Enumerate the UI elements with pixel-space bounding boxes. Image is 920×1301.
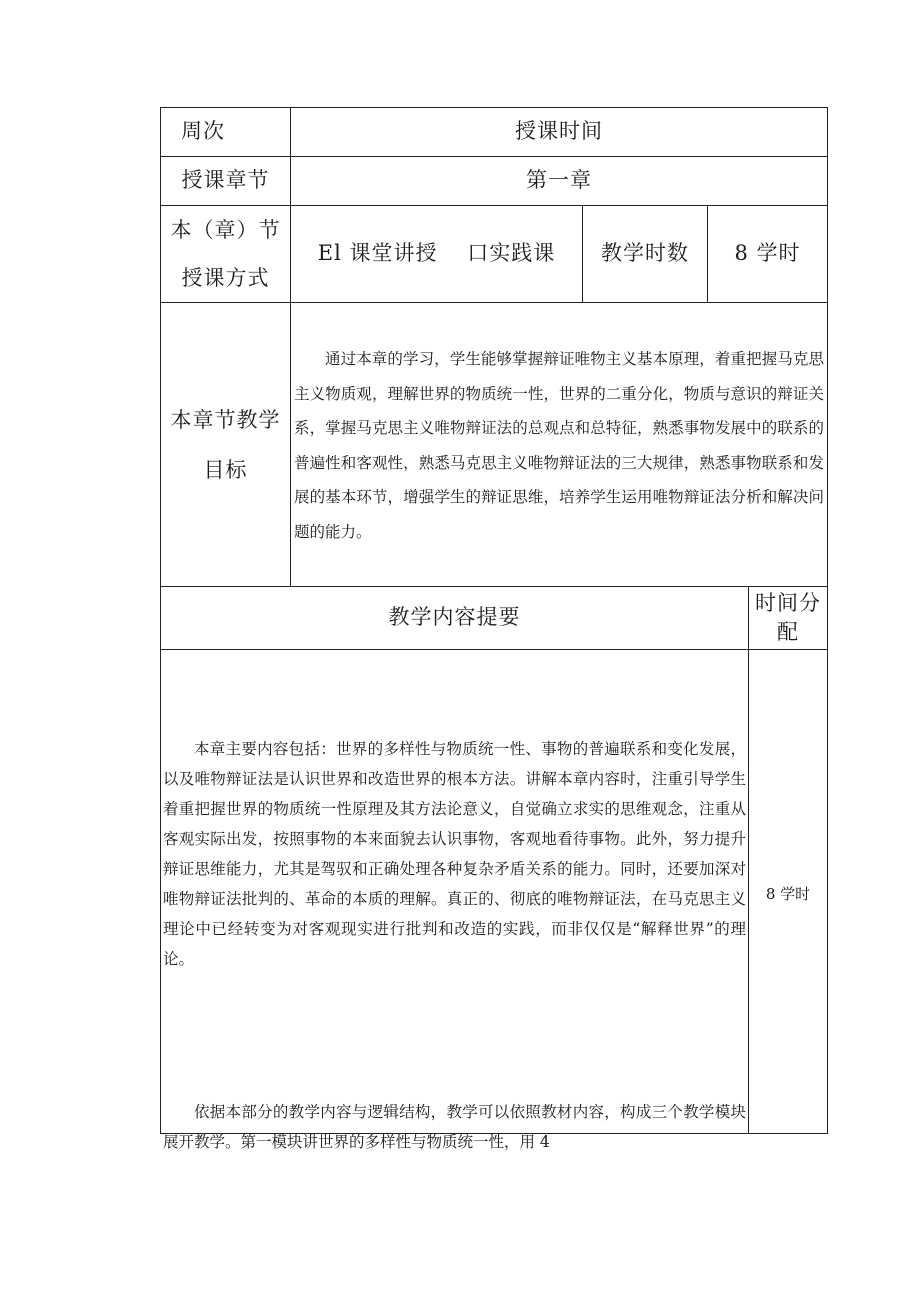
table-border [160, 649, 828, 650]
week-label [161, 108, 290, 156]
teaching-hours-label [583, 206, 707, 302]
content-summary-title: 教学内容提要 [388, 605, 521, 630]
teaching-method-label-line1: 本（章）节 [170, 218, 281, 242]
content-paragraph-2: 依据本部分的教学内容与逻辑结构，教学可以依照教材内容，构成三个教学模块展开教学。第一模块讲世界的多样性与物质统一性，用 4 [163, 1103, 746, 1151]
teaching-method-options [291, 206, 582, 302]
content-time-value-text: 8 学时 [765, 884, 811, 903]
chapter-label-text: 授课章节 [181, 168, 270, 193]
time-allocation-line2: 配 [777, 620, 799, 644]
teaching-time-text: 授课时间 [515, 119, 603, 144]
chapter-value [291, 157, 827, 205]
table-border [748, 586, 749, 1134]
teaching-time-header [291, 108, 827, 156]
objective-label-line2: 目标 [203, 457, 248, 482]
chapter-label [161, 157, 290, 205]
content-paragraph-1: 本章主要内容包括：世界的多样性与物质统一性、事物的普遍联系和变化发展，以及唯物辩证法是认识世界和改造世界的根本方法。讲解本章内容时，注重引导学生着重把握世界的物质统一性原理及其方法论意义，自觉确立求实的思维观念，注重从客观实际出发，按照事物的本来面貌去认识事物，客观地看待事物。此外，努力提升辩证思维能力，尤其是驾驭和正确处理各种复杂矛盾关系的能力。同时，还要加深对唯物辩证法批判的、革命的本质的理解。真正的、彻底的唯物辩证法，在马克思主义理论中已经转变为对客观现实进行批判和改造的实践，而非仅仅是“解释世界”的理论。 [163, 740, 746, 968]
teaching-hours-value [708, 206, 827, 302]
teaching-method-options-text: El 课堂讲授 口实践课 [317, 241, 556, 266]
objective-label-line1: 本章节教学 [170, 407, 281, 432]
content-time-value [749, 876, 827, 910]
teaching-method-label [161, 206, 290, 302]
objective-label [161, 303, 290, 586]
teaching-hours-value-text: 8 学时 [734, 241, 801, 266]
objective-text: 通过本章的学习，学生能够掌握辩证唯物主义基本原理，着重把握马克思主义物质观，理解世界的物质统一性，世界的二重分化，物质与意识的辩证关系，掌握马克思主义唯物辩证法的总观点和总特征，熟悉事物发展中的联系的普遍性和客观性，熟悉马克思主义唯物辩证法的三大规律，熟悉事物联系和发展的基本环节，增强学生的辩证思维，培养学生运用唯物辩证法分析和解决问题的能力。 [294, 350, 824, 541]
chapter-value-text: 第一章 [526, 168, 592, 193]
time-allocation-header [749, 587, 827, 649]
teaching-method-label-line2: 授课方式 [181, 266, 270, 290]
table-border [827, 107, 828, 1134]
week-label-text: 周次 [181, 119, 225, 144]
content-summary-header [161, 587, 748, 649]
time-allocation-line1: 时间分 [755, 591, 821, 615]
teaching-hours-label-text: 教学时数 [601, 241, 689, 266]
